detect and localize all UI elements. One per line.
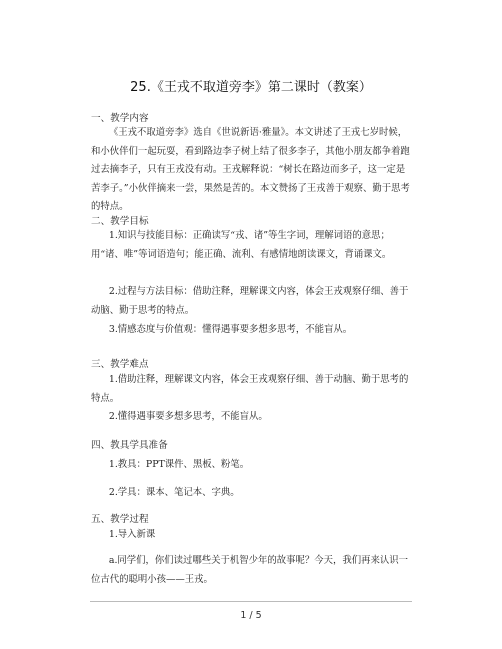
objective-item-2: 2.过程与方法目标：借助注释，理解课文内容，体会王戎观察仔细、善于动脑、勤于思考的特点。 xyxy=(91,286,409,316)
process-item-a: a.同学们，你们读过哪些关于机智少年的故事呢？今天，我们再来认识一位古代的聪明小孩——王戎。 xyxy=(91,555,409,585)
tools-item-2: 2.学具：课本、笔记本、字典。 xyxy=(108,487,240,498)
objective-item-1: 1.知识与技能目标：正确读写“戎、诸”等生字词，理解词语的意思；用“诸、唯”等词语造句；能正确、流利、有感情地朗读课文，背诵课文。 xyxy=(91,230,392,260)
document-title: 25.《王戎不取道旁李》第二课时（教案） xyxy=(130,80,372,95)
difficulty-item-2: 2.懂得遇事要多想多思考，不能盲从。 xyxy=(108,411,268,422)
objective-item-3: 3.情感态度与价值观：懂得遇事要多想多思考，不能盲从。 xyxy=(108,324,353,335)
section-heading-content: 一、教学内容 xyxy=(91,113,149,124)
section-content-paragraph: 《王戎不取道旁李》选自《世说新语·雅量》。本文讲述了王戎七岁时候，和小伙伴们一起玩耍，看到路边李子树上结了很多李子，其他小朋友都争着跑过去摘李子，只有王戎没有动。王戎解释说：“树长在路边而多子，这一定是苦李子。”小伙伴摘来一尝，果然是苦的。本文赞扬了王戎善于观察、勤于思考的特点。 xyxy=(91,127,410,212)
footer-divider xyxy=(90,601,412,602)
section-heading-tools: 四、教具学具准备 xyxy=(91,440,168,451)
tools-item-1: 1.教具：PPT课件、黑板、粉笔。 xyxy=(108,459,250,470)
process-subheading-1: 1.导入新课 xyxy=(108,529,156,540)
page-number: 1 / 5 xyxy=(240,610,262,621)
section-heading-process: 五、教学过程 xyxy=(91,514,149,525)
section-heading-difficulties: 三、教学难点 xyxy=(91,359,149,370)
difficulty-item-1: 1.借助注释，理解课文内容，体会王戎观察仔细、善于动脑、勤于思考的特点。 xyxy=(91,374,409,404)
section-heading-objectives: 二、教学目标 xyxy=(91,216,149,227)
